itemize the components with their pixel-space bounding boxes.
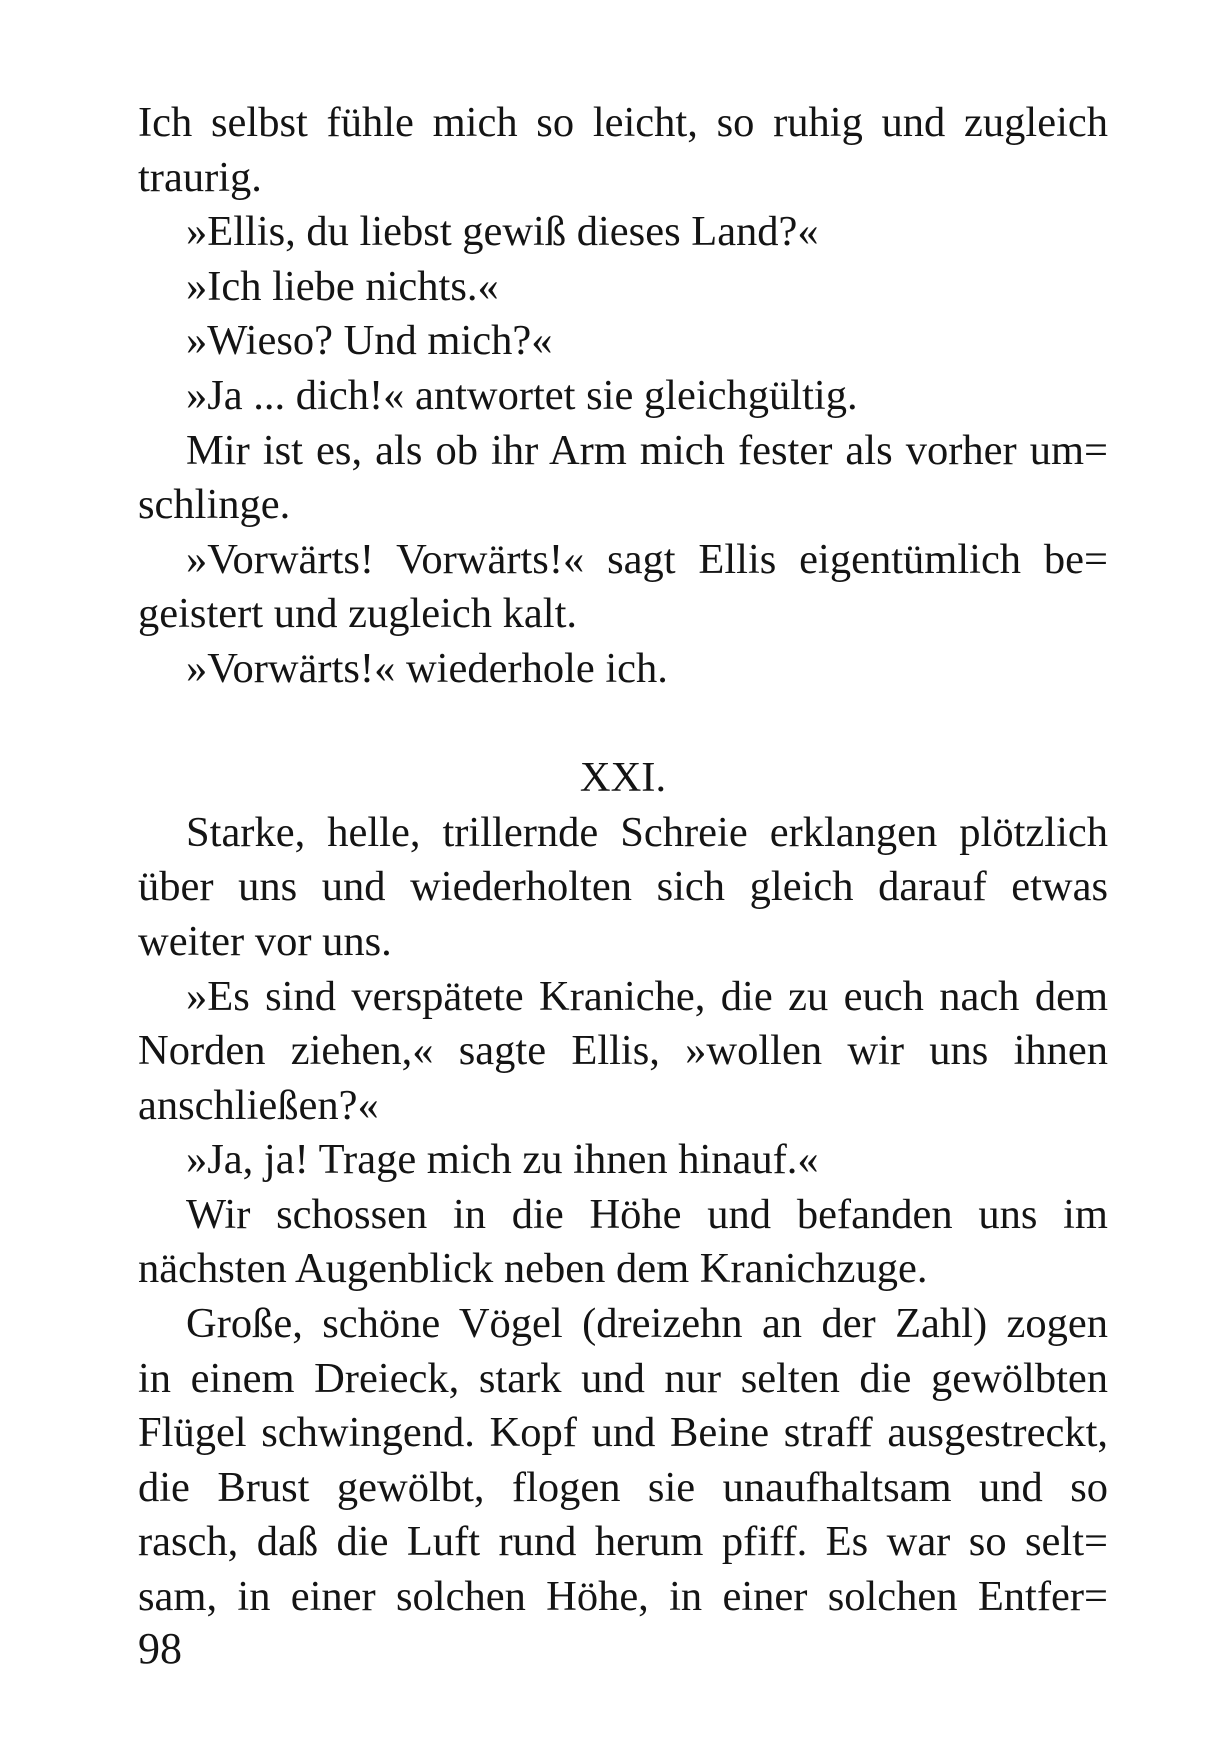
text-line: Norden ziehen,« sagte Ellis, »wollen wir uns ihnen bbox=[138, 1027, 1108, 1075]
text-line: die Brust gewölbt, flogen sie unaufhaltsam und so bbox=[138, 1463, 1108, 1511]
text-line: schlinge. bbox=[138, 481, 291, 529]
text-line: über uns und wiederholten sich gleich darauf etwas bbox=[138, 863, 1108, 911]
text-line: »Es sind verspätete Kraniche, die zu euch nach dem bbox=[186, 972, 1108, 1020]
text-line: Mir ist es, als ob ihr Arm mich fester als vorher um= bbox=[186, 426, 1108, 474]
dialogue-line: »Vorwärts!« wiederhole ich. bbox=[186, 644, 668, 692]
text-line: weiter vor uns. bbox=[138, 917, 392, 965]
text-line: nächsten Augenblick neben dem Kranichzuge. bbox=[138, 1245, 928, 1293]
page-number: 98 bbox=[138, 1624, 182, 1673]
text-line: traurig. bbox=[138, 153, 262, 201]
text-line: Große, schöne Vögel (dreizehn an der Zahl) zogen bbox=[186, 1300, 1108, 1348]
chapter-heading: XXI. bbox=[579, 754, 667, 802]
text-line: Starke, helle, trillernde Schreie erklangen plötzlich bbox=[186, 808, 1108, 856]
text-line: Flügel schwingend. Kopf und Beine straff ausgestreckt, bbox=[138, 1409, 1108, 1457]
dialogue-line: »Ja ... dich!« antwortet sie gleichgültig. bbox=[186, 371, 858, 419]
text-line: geistert und zugleich kalt. bbox=[138, 590, 578, 638]
body-text bbox=[138, 96, 1108, 1625]
text-line: in einem Dreieck, stark und nur selten die gewölbten bbox=[138, 1354, 1108, 1402]
text-line: rasch, daß die Luft rund herum pfiff. Es war so selt= bbox=[138, 1518, 1108, 1566]
dialogue-line: »Ellis, du liebst gewiß dieses Land?« bbox=[186, 208, 819, 256]
text-line: Wir schossen in die Höhe und befanden uns im bbox=[186, 1190, 1108, 1238]
dialogue-line: »Ich liebe nichts.« bbox=[186, 262, 499, 310]
text-line: »Vorwärts! Vorwärts!« sagt Ellis eigentümlich be= bbox=[186, 535, 1108, 583]
dialogue-line: »Ja, ja! Trage mich zu ihnen hinauf.« bbox=[186, 1136, 819, 1184]
dialogue-line: »Wieso? Und mich?« bbox=[186, 317, 553, 365]
text-line: Ich selbst fühle mich so leicht, so ruhig und zugleich bbox=[138, 99, 1108, 146]
text-line: sam, in einer solchen Höhe, in einer solchen Entfer= bbox=[138, 1573, 1108, 1621]
text-line: anschließen?« bbox=[138, 1081, 379, 1129]
